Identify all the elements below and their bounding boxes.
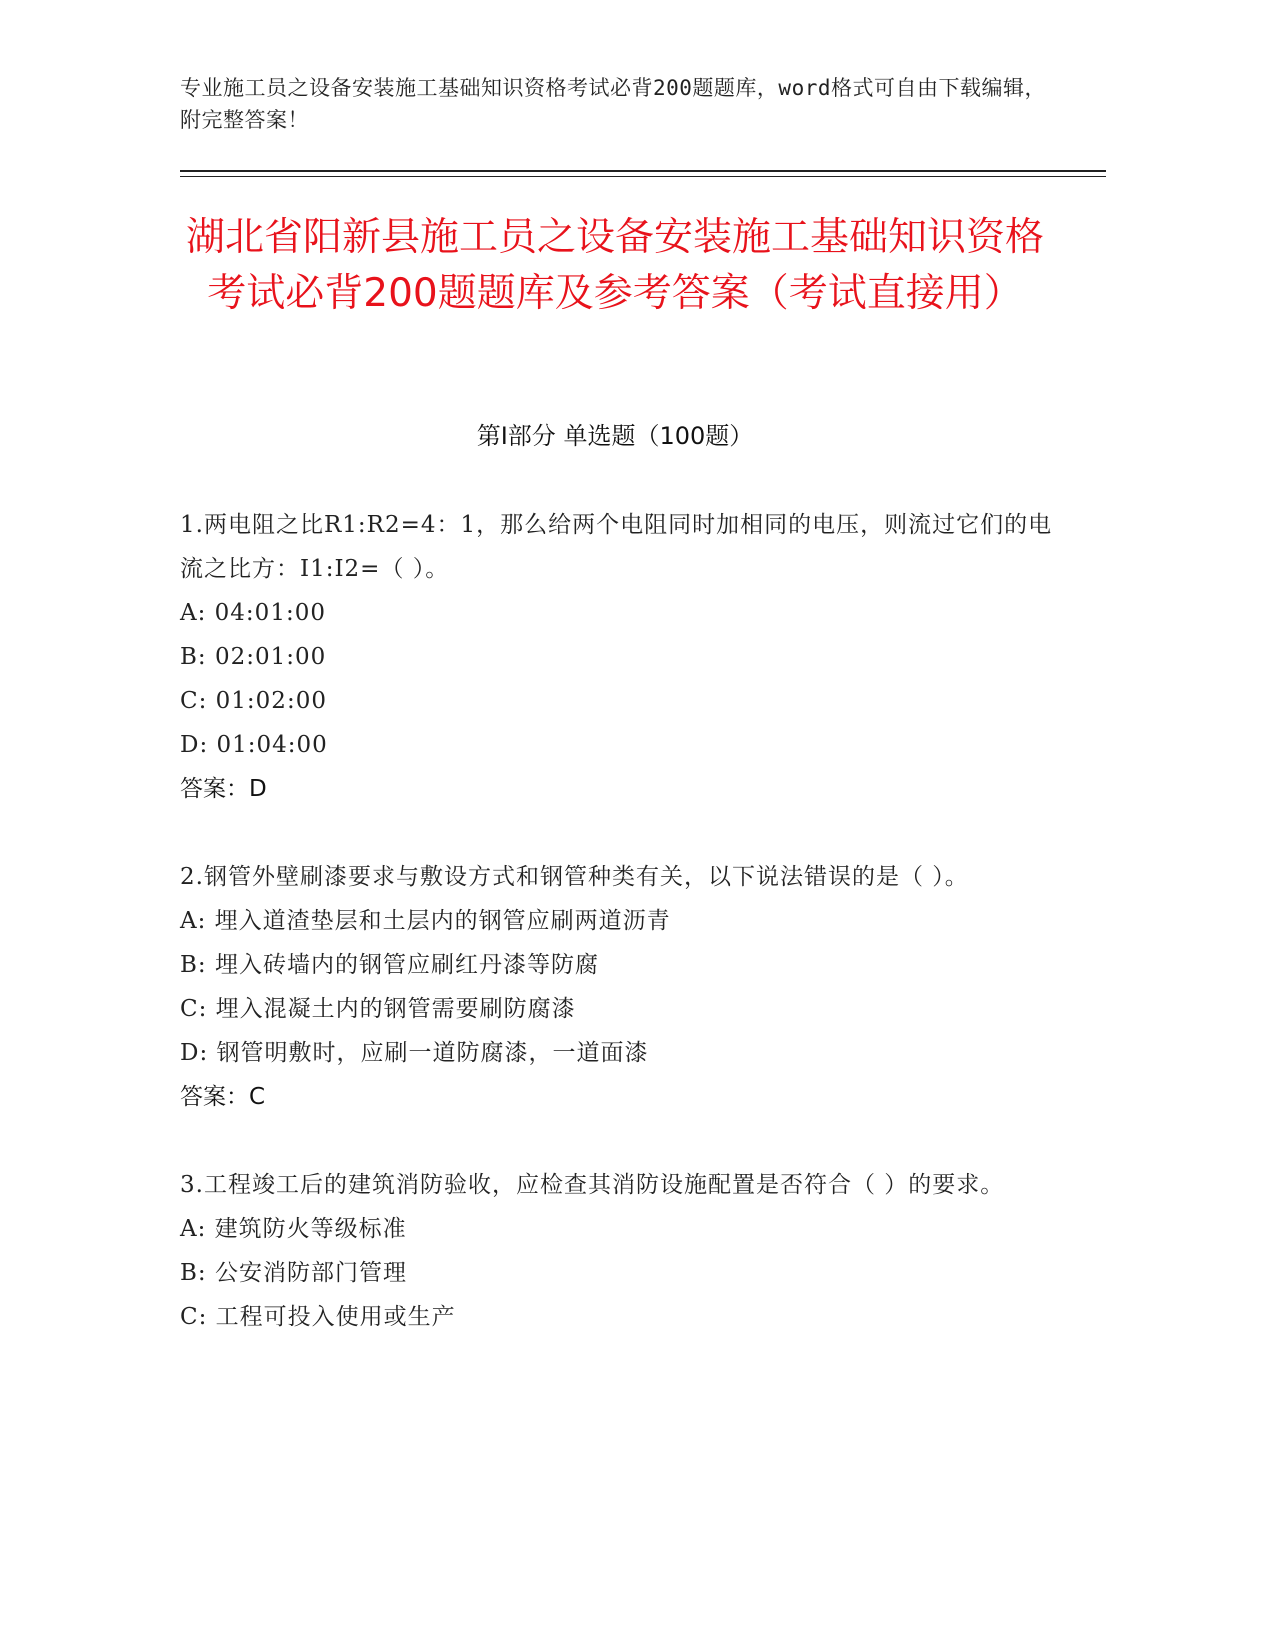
answer-line: 答案：C bbox=[180, 1084, 266, 1110]
answer-line: 答案：D bbox=[180, 776, 267, 802]
option-c: C: 01:02:00 bbox=[180, 688, 327, 714]
option-b: B: 埋入砖墙内的钢管应刷红丹漆等防腐 bbox=[180, 952, 599, 978]
question-stem: 2.钢管外壁刷漆要求与敷设方式和钢管种类有关，以下说法错误的是（ ）。 bbox=[180, 864, 969, 890]
question-3 bbox=[180, 1163, 1060, 1339]
question-stem: 3.工程竣工后的建筑消防验收，应检查其消防设施配置是否符合（ ）的要求。 bbox=[180, 1172, 1005, 1198]
question-1 bbox=[180, 503, 1060, 811]
option-c: C: 工程可投入使用或生产 bbox=[180, 1304, 456, 1330]
section-title: 第I部分 单选题（100题） bbox=[476, 422, 754, 450]
option-d: D: 钢管明敷时，应刷一道防腐漆，一道面漆 bbox=[180, 1040, 649, 1066]
question-stem: 1.两电阻之比R1:R2=4：1，那么给两个电阻同时加相同的电压，则流过它们的电流之比方：I1:I2=（ ）。 bbox=[180, 512, 1053, 582]
option-a: A: 埋入道渣垫层和土层内的钢管应刷两道沥青 bbox=[180, 908, 671, 934]
header-divider-thick bbox=[180, 170, 1106, 172]
option-d: D: 01:04:00 bbox=[180, 732, 328, 758]
option-a: A: 04:01:00 bbox=[180, 600, 326, 626]
document-title: 湖北省阳新县施工员之设备安装施工基础知识资格考试必背200题题库及参考答案（考试直接用） bbox=[185, 215, 1044, 316]
question-list bbox=[180, 503, 1060, 1383]
header-note: 专业施工员之设备安装施工基础知识资格考试必背200题题库，word格式可自由下载编辑，附完整答案！ bbox=[180, 76, 1046, 132]
option-c: C: 埋入混凝土内的钢管需要刷防腐漆 bbox=[180, 996, 576, 1022]
option-b: B: 公安消防部门管理 bbox=[180, 1260, 407, 1286]
question-2 bbox=[180, 855, 1060, 1119]
option-b: B: 02:01:00 bbox=[180, 644, 327, 670]
header-divider-thin bbox=[180, 176, 1106, 177]
option-a: A: 建筑防火等级标准 bbox=[180, 1216, 407, 1242]
